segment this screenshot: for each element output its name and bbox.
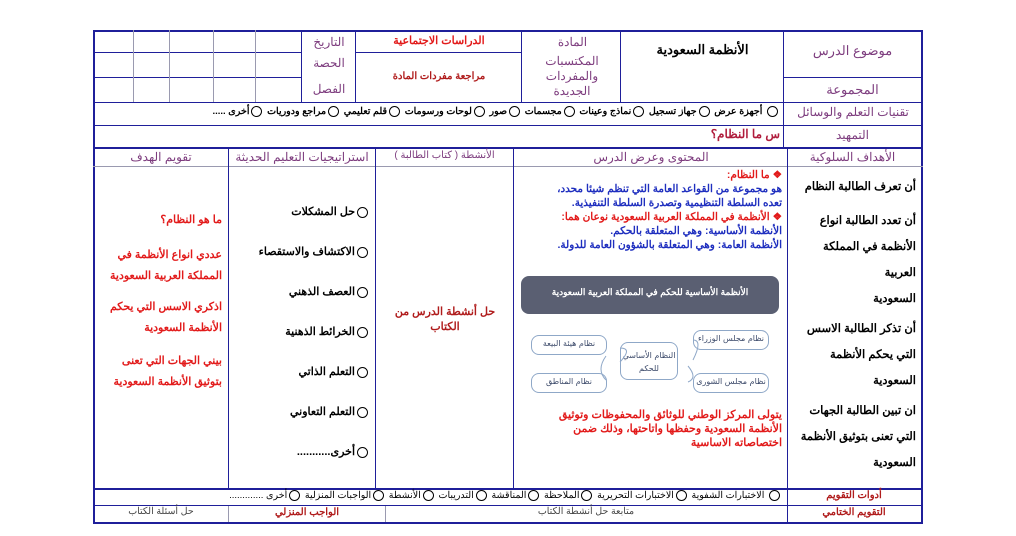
tool-option[interactable]: مجسمات — [525, 106, 577, 117]
col-objectives-header: الأهداف السلوكية — [809, 150, 896, 164]
content-note — [516, 408, 782, 450]
acquired-label: المكتسبات والمفردات الجديدة — [545, 54, 599, 98]
grid-line — [228, 148, 229, 488]
radio-icon[interactable] — [423, 490, 434, 501]
radio-icon[interactable] — [328, 106, 339, 117]
diagram-connectors — [518, 320, 784, 400]
objective-line: أن تذكر الطالبة الاسس — [806, 323, 916, 335]
table-border-top — [93, 30, 923, 32]
evaluation-q2b: المملكة العربية السعودية — [110, 270, 222, 282]
radio-icon[interactable] — [373, 490, 384, 501]
content-note-line: يتولى المركز الوطني للوثائق والمحفوظات وتوثيق — [558, 409, 782, 421]
table-border-left — [93, 30, 95, 524]
tool-option[interactable]: أجهزة عرض — [714, 106, 780, 117]
assessment-tools-options — [110, 490, 782, 501]
col-activities-header: الأنشطة ( كتاب الطالبة ) — [394, 150, 495, 161]
grid-line — [787, 488, 788, 523]
content-question-1: ❖ ما النظام: — [726, 169, 782, 181]
diagram-title: الأنظمة الأساسية للحكم في المملكة العربية السعودية — [551, 287, 749, 297]
tool-option[interactable]: أخرى ..... — [212, 106, 264, 117]
content-note-line: الأنظمة السعودية وحفظها واتاحتها، وذلك ضمن — [573, 423, 782, 435]
radio-icon[interactable] — [581, 490, 592, 501]
radio-icon[interactable] — [357, 247, 368, 258]
radio-icon[interactable] — [476, 490, 487, 501]
assessment-option[interactable]: الواجبات المنزلية — [305, 490, 386, 501]
radio-icon[interactable] — [767, 106, 778, 117]
radio-icon[interactable] — [564, 106, 575, 117]
content-definition-1: هو مجموعة من القواعد العامة التي تنظم شيئا محدد، — [557, 183, 782, 195]
radio-icon[interactable] — [509, 106, 520, 117]
subject-value: الدراسات الاجتماعية — [393, 35, 485, 47]
homework-label: الواجب المنزلي — [274, 507, 340, 518]
grid-line — [93, 147, 923, 149]
assessment-option[interactable]: الملاحظة — [544, 490, 594, 501]
grid-line — [213, 30, 214, 102]
diagram-node-regions: نظام المناطق — [531, 373, 607, 393]
grid-line — [375, 148, 376, 488]
radio-icon[interactable] — [289, 490, 300, 501]
objective-line: السعودية — [873, 293, 916, 305]
grid-line — [255, 30, 256, 102]
intro-label: التمهيد — [836, 128, 869, 142]
period-label: الحصة — [313, 56, 345, 70]
strategy-item[interactable]: أخرى........... — [234, 432, 370, 472]
content-note-line: اختصاصاته الاساسية — [690, 437, 782, 449]
strategies-list — [234, 192, 370, 472]
grid-line — [513, 148, 514, 488]
assessment-option[interactable]: الاختبارات الشفوية — [692, 490, 782, 501]
tools-options — [100, 106, 780, 117]
radio-icon[interactable] — [474, 106, 485, 117]
radio-icon[interactable] — [633, 106, 644, 117]
grid-line — [228, 506, 229, 522]
diagram-center-node: النظام الأساسي للحكم — [620, 342, 678, 380]
content-question-2: ❖ الأنظمة في المملكة العربية السعودية نوعان هما: — [561, 211, 782, 223]
strategy-item[interactable]: التعلم الذاتي — [234, 352, 370, 392]
radio-icon[interactable] — [357, 447, 368, 458]
connector — [620, 348, 627, 362]
objective-line: الأنظمة في المملكة العربية — [823, 241, 916, 279]
content-general-systems: الأنظمة العامة: وهي المتعلقة بالشؤون العامة للدولة. — [557, 239, 782, 251]
strategy-item[interactable]: حل المشكلات — [234, 192, 370, 232]
table-border-bottom — [93, 522, 923, 524]
grid-line — [93, 125, 923, 126]
class-label: الفصل — [312, 82, 346, 96]
radio-icon[interactable] — [357, 407, 368, 418]
strategy-item[interactable]: الاكتشاف والاستقصاء — [234, 232, 370, 272]
grid-line — [385, 506, 386, 522]
intro-question: س ما النظام؟ — [710, 127, 780, 141]
tool-option[interactable]: نماذج وعينات — [579, 106, 646, 117]
grid-line — [93, 505, 923, 506]
tool-option[interactable]: قلم تعليمي — [344, 106, 402, 117]
radio-icon[interactable] — [699, 106, 710, 117]
connector — [688, 366, 693, 382]
subject-label: المادة — [557, 35, 588, 49]
group-label: المجموعة — [826, 82, 879, 97]
grid-line — [783, 30, 784, 102]
evaluation-list — [98, 210, 222, 393]
grid-line — [93, 102, 923, 103]
final-evaluation-label: التقويم الختامي — [822, 507, 886, 518]
radio-icon[interactable] — [251, 106, 262, 117]
tool-option[interactable]: مراجع ودوريات — [267, 106, 341, 117]
grid-line — [787, 148, 788, 488]
grid-line — [301, 30, 302, 102]
objectives-list — [790, 174, 916, 476]
grid-line — [620, 30, 621, 102]
grid-line — [355, 52, 521, 53]
content-basic-systems: الأنظمة الأساسية: وهي المتعلقة بالحكم. — [610, 225, 782, 237]
grid-line — [93, 166, 923, 167]
strategy-item[interactable]: الخرائط الذهنية — [234, 312, 370, 352]
grid-line — [169, 30, 170, 102]
assessment-option[interactable]: أخرى ............. — [229, 490, 302, 501]
radio-icon[interactable] — [769, 490, 780, 501]
evaluation-q3: اذكري الاسس التي يحكم — [109, 301, 222, 313]
col-content-header: المحتوى وعرض الدرس — [593, 150, 709, 164]
evaluation-q3b: الأنظمة السعودية — [144, 322, 222, 334]
evaluation-q1: ما هو النظام؟ — [160, 214, 222, 226]
grid-line — [355, 30, 356, 102]
connector — [693, 340, 698, 360]
radio-icon[interactable] — [357, 327, 368, 338]
diagram-node-shura: نظام مجلس الشورى — [693, 373, 769, 393]
evaluation-q2: عددي انواع الأنظمة في — [117, 249, 222, 261]
objective-line: أن تعرف الطالبة النظام — [804, 181, 916, 193]
lesson-topic-label: موضوع الدرس — [812, 43, 893, 58]
grid-line — [93, 77, 301, 78]
assessment-option[interactable]: الأنشطة — [389, 490, 436, 501]
assessment-option[interactable]: الاختبارات التحريرية — [597, 490, 689, 501]
radio-icon[interactable] — [528, 490, 539, 501]
assessment-option[interactable]: التدريبات — [439, 490, 489, 501]
content-definition-2: تعده السلطة التنظيمية وتصدرة السلطة التنفيذية. — [571, 197, 782, 209]
objective-line: التي يحكم الأنظمة — [830, 349, 916, 361]
strategy-item[interactable]: العصف الذهني — [234, 272, 370, 312]
col-evaluation-header: تقويم الهدف — [130, 150, 192, 164]
tool-option[interactable]: صور — [489, 106, 522, 117]
radio-icon[interactable] — [676, 490, 687, 501]
tool-option[interactable]: جهاز تسجيل — [649, 106, 712, 117]
objective-line: السعودية — [873, 375, 916, 387]
content-text — [516, 168, 782, 252]
grid-line — [93, 52, 301, 53]
radio-icon[interactable] — [357, 367, 368, 378]
objective-line: أن تعدد الطالبة انواع — [819, 215, 916, 227]
assessment-tools-label: أدوات التقويم — [826, 490, 882, 501]
activities-text: حل أنشطة الدرس من الكتاب — [394, 306, 496, 333]
evaluation-q4: بيني الجهات التي تعنى — [121, 355, 222, 367]
objective-line: التي تعنى بتوثيق الأنظمة — [800, 431, 916, 443]
diagram-node-cabinet: نظام مجلس الوزراء — [693, 330, 769, 350]
radio-icon[interactable] — [357, 207, 368, 218]
grid-line — [521, 30, 522, 102]
grid-line — [783, 102, 784, 147]
table-border-right — [921, 30, 923, 524]
strategy-item[interactable]: التعلم التعاوني — [234, 392, 370, 432]
radio-icon[interactable] — [389, 106, 400, 117]
tools-label: تقنيات التعلم والوسائل — [797, 105, 909, 119]
objective-line: ان تبين الطالبة الجهات — [809, 405, 916, 417]
acquired-value: مراجعة مفردات المادة — [392, 71, 486, 82]
tool-option[interactable]: لوحات ورسومات — [405, 106, 487, 117]
diagram-node-allegiance: نظام هيئة البيعة — [531, 335, 607, 355]
radio-icon[interactable] — [357, 287, 368, 298]
date-label: التاريخ — [313, 35, 345, 49]
evaluation-q4b: بتوثيق الأنظمة السعودية — [113, 376, 222, 388]
connector — [601, 356, 606, 380]
objective-line: السعودية — [873, 457, 916, 469]
lesson-topic-value: الأنظمة السعودية — [656, 42, 749, 57]
homework-value: حل أسئلة الكتاب — [128, 506, 194, 517]
grid-line — [783, 77, 923, 78]
final-activities: متابعة حل أنشطة الكتاب — [537, 506, 635, 517]
assessment-option[interactable]: المناقشة — [491, 490, 541, 501]
col-strategies-header: استراتيجيات التعليم الحديثة — [235, 150, 369, 164]
grid-line — [133, 30, 134, 102]
